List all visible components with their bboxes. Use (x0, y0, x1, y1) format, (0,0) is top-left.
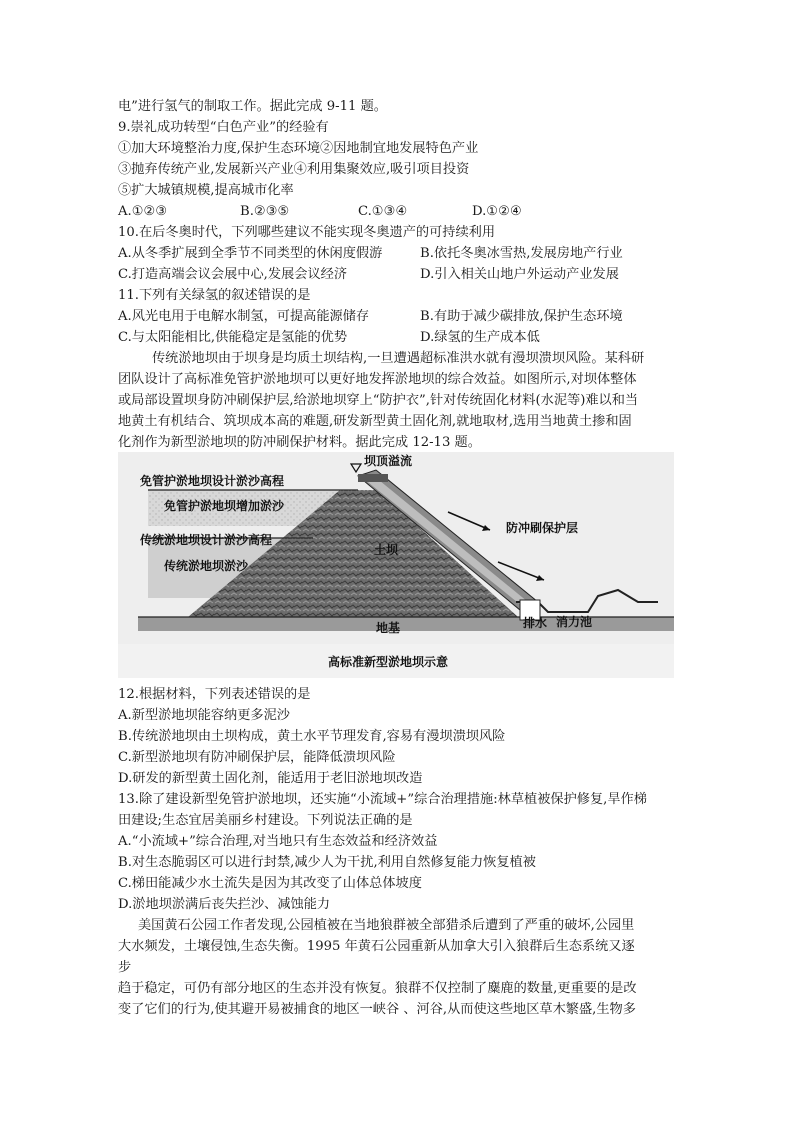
label-overflow: 坝顶溢流 (364, 454, 413, 468)
paragraph-line: 大水频发，土壤侵蚀,生态失衡。1995 年黄石公园重新从加拿大引入狼群后生态系统又逐 (118, 939, 635, 954)
dam-crest (358, 474, 388, 482)
q11-option-d: D.绿氢的生产成本低 (420, 330, 540, 345)
water-level-icon (351, 464, 361, 472)
question-11: 11.下列有关绿氢的叙述错误的是 (118, 288, 311, 303)
paragraph-line: 美国黄石公园工作者发现,公园植被在当地狼群被全部猎杀后遭到了严重的破坏,公园里 (138, 918, 635, 933)
dam-diagram (118, 452, 674, 678)
label-earth-dam: 土坝 (374, 543, 399, 557)
q13-option-b: B.对生态脆弱区可以进行封禁,减少人为干扰,利用自然修复能力恢复植被 (118, 855, 536, 870)
q10-option-b: B.依托冬奥冰雪热,发展房地产行业 (420, 246, 623, 261)
arrow-head-icon (482, 525, 490, 531)
q10-option-a: A.从冬季扩展到全季节不同类型的休闲度假游 (118, 246, 383, 261)
figure-caption: 高标准新型淤地坝示意 (328, 655, 449, 669)
foundation (138, 617, 674, 631)
q9-option-c: C.①③④ (358, 204, 408, 219)
label-traditional-sediment: 传统淤地坝淤沙 (164, 559, 249, 573)
q12-option-b: B.传统淤地坝由土坝构成，黄土水平节理发育,容易有漫坝溃坝风险 (118, 729, 506, 744)
label-drain: 排水 (523, 616, 548, 630)
question-13: 13.除了建设新型免管护淤地坝，还实施“小流域+”综合治理措施:林草植被保护修复,旱作梯 (118, 792, 647, 807)
paragraph-line: 步 (118, 960, 132, 975)
q13-option-c: C.梯田能减少水土流失是因为其改变了山体总体坡度 (118, 876, 422, 891)
paragraph-line: 或局部设置坝身防冲刷保护层,给淤地坝穿上“防护衣”,针对传统固化材料(水泥等)难以和当 (118, 393, 639, 408)
label-design-elevation: 免管护淤地坝设计淤沙高程 (140, 474, 285, 488)
question-9: 9.崇礼成功转型“白色产业”的经验有 (118, 120, 329, 135)
q11-option-a: A.风光电用于电解水制氢，可提高能源储存 (118, 309, 370, 324)
q10-option-c: C.打造高端会议会展中心,发展会议经济 (118, 267, 348, 282)
label-protection-layer: 防冲刷保护层 (506, 521, 579, 535)
q9-statement: ⑤扩大城镇规模,提高城市化率 (118, 183, 294, 198)
paragraph-line: 地黄土有机结合、筑坝成本高的难题,研发新型黄土固化剂,就地取材,选用当地黄土掺和固 (118, 414, 632, 429)
q13-option-d: D.淤地坝淤满后丧失拦沙、减蚀能力 (118, 897, 331, 912)
label-traditional-design: 传统淤地坝设计淤沙高程 (140, 533, 273, 547)
q12-option-c: C.新型淤地坝有防冲刷保护层，能降低溃坝风险 (118, 750, 396, 765)
label-added-sediment: 免管护淤地坝增加淤沙 (164, 499, 285, 513)
q9-statement: ①加大环境整治力度,保护生态环境②因地制宜地发展特色产业 (118, 141, 479, 156)
q11-option-c: C.与太阳能相比,供能稳定是氢能的优势 (118, 330, 348, 345)
question-13-cont: 田建设;生态宜居美丽乡村建设。下列说法正确的是 (118, 813, 413, 828)
label-foundation: 地基 (376, 621, 401, 635)
q9-option-d: D.①②④ (472, 204, 522, 219)
arrow-icon (448, 512, 490, 530)
paragraph-line: 趋于稳定，可仍有部分地区的生态并没有恢复。狼群不仅控制了麋鹿的数量,更重要的是改 (118, 981, 637, 996)
q9-option-a: A.①②③ (118, 204, 168, 219)
q13-option-a: A.“小流域+”综合治理,对当地只有生态效益和经济效益 (118, 834, 438, 849)
q9-statement: ③抛弃传统产业,发展新兴产业④利用集聚效应,吸引项目投资 (118, 162, 470, 177)
paragraph-line: 变了它们的行为,使其避开易被捕食的地区一峡谷 、河谷,从而使这些地区草木繁盛,生物多 (118, 1002, 636, 1017)
label-stilling-basin: 消力池 (556, 615, 593, 629)
paragraph-line: 传统淤地坝由于坝身是均质土坝结构,一旦遭遇超标准洪水就有漫坝溃坝风险。某科研 (152, 351, 645, 366)
q12-option-d: D.研发的新型黄土固化剂，能适用于老旧淤地坝改造 (118, 771, 423, 786)
q12-option-a: A.新型淤地坝能容纳更多泥沙 (118, 708, 290, 723)
paragraph-line: 化剂作为新型淤地坝的防冲刷保护材料。据此完成 12-13 题。 (118, 435, 481, 450)
q9-option-b: B.②③⑤ (240, 204, 290, 219)
question-12: 12.根据材料，下列表述错误的是 (118, 687, 311, 702)
q11-option-b: B.有助于减少碳排放,保护生态环境 (420, 309, 623, 324)
paragraph-line: 团队设计了高标准免管护淤地坝可以更好地发挥淤地坝的综合效益。如图所示,对坝体整体 (118, 372, 637, 387)
question-10: 10.在后冬奥时代，下列哪些建议不能实现冬奥遗产的可持续利用 (118, 225, 496, 240)
text-line: 电”进行氢气的制取工作。据此完成 9-11 题。 (118, 99, 387, 114)
q10-option-d: D.引入相关山地户外运动产业发展 (420, 267, 619, 282)
dam-diagram-svg (118, 452, 674, 678)
